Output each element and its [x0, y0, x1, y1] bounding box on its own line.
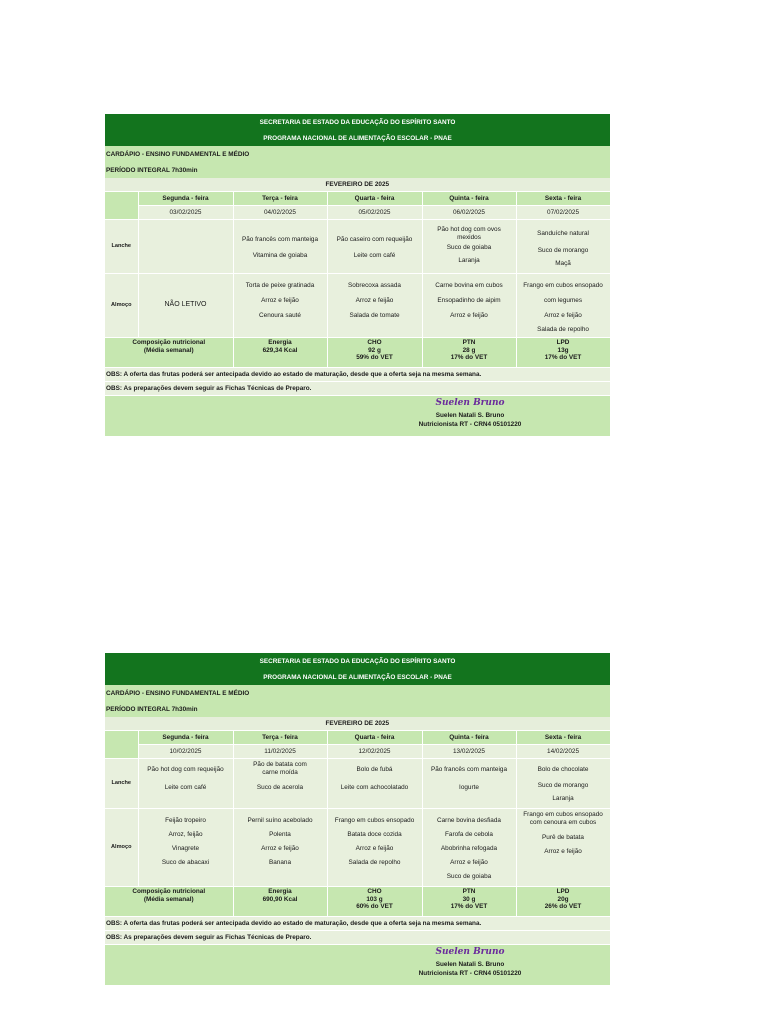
- menu-item: Arroz e feijão: [544, 848, 582, 855]
- menu-item: Suco de morango: [537, 782, 589, 789]
- lanche-cell: [138, 759, 233, 809]
- meal-label-lanche: Lanche: [105, 220, 138, 274]
- menu-item: Bolo de fubá: [356, 766, 393, 773]
- menu-item: Pão francês com manteiga: [241, 235, 319, 243]
- menu-item: Vitamina de goiaba: [252, 251, 308, 259]
- day-name: Sexta - feira: [516, 731, 610, 745]
- menu-item: Salada de repolho: [537, 326, 589, 333]
- nutrition-energy: [233, 887, 327, 917]
- day-name: Segunda - feira: [138, 731, 233, 745]
- lanche-cell: [516, 759, 610, 809]
- almoco-cell: [422, 809, 516, 887]
- almoco-cell: [327, 809, 422, 887]
- menu-item: Laranja: [552, 795, 574, 802]
- nutritionist-name: Suelen Natali S. Bruno: [435, 961, 505, 968]
- obs-technical-sheets: OBS: As preparações devem seguir as Fichas Técnicas de Preparo.: [105, 931, 610, 945]
- menu-item: Arroz e feijão: [261, 297, 299, 304]
- menu-title: [105, 146, 610, 178]
- nutrition-text: 60% do VET: [356, 903, 393, 911]
- nutrition-text: 92 g: [368, 346, 381, 354]
- signature-area: [105, 396, 610, 436]
- signature-area: [105, 945, 610, 985]
- header-secretaria: SECRETARIA DE ESTADO DA EDUCAÇÃO DO ESPÍRITO SANTO: [259, 657, 456, 665]
- lanche-cell: [138, 220, 233, 274]
- menu-item: Pão francês com manteiga: [430, 766, 508, 773]
- menu-item: Leite com café: [353, 251, 396, 259]
- menu-title-line2: PERÍODO INTEGRAL 7h30min: [106, 166, 198, 174]
- menu-item: Arroz e feijão: [450, 859, 488, 866]
- menu-item: Polenta: [269, 831, 291, 838]
- nutrition-text: Composição nutricional: [132, 888, 206, 895]
- menu-week-2: [105, 653, 610, 985]
- menu-item: Banana: [268, 859, 292, 866]
- nutrition-label: [105, 887, 233, 917]
- day-name: Quinta - feira: [422, 731, 516, 745]
- nutrition-label: [105, 338, 233, 368]
- handwritten-signature: Suelen Bruno: [435, 398, 505, 408]
- day-name: Quinta - feira: [422, 192, 516, 206]
- menu-title-line1: CARDÁPIO - ENSINO FUNDAMENTAL E MÉDIO: [106, 689, 250, 697]
- menu-item: Abobrinha refogada: [440, 845, 498, 852]
- menu-item: Sobrecoxa assada: [348, 282, 401, 289]
- day-name: Terça - feira: [233, 731, 327, 745]
- almoco-cell: [516, 274, 610, 338]
- corner-cell: [105, 192, 138, 220]
- menu-item: Vinagrete: [171, 845, 200, 852]
- menu-item: Carne bovina em cubos: [435, 282, 503, 289]
- menu-item: Arroz e feijão: [544, 312, 582, 319]
- menu-item: Suco de morango: [537, 246, 589, 254]
- menu-item: Torta de peixe gratinada: [245, 282, 315, 289]
- almoco-cell: [138, 809, 233, 887]
- menu-header: [105, 114, 610, 146]
- nutrition-cho: [327, 887, 422, 917]
- nutrition-lpd: [516, 887, 610, 917]
- menu-week-1: [105, 114, 610, 436]
- menu-item: Cenoura sauté: [259, 312, 301, 319]
- meal-label-lanche: Lanche: [105, 759, 138, 809]
- month-label: FEVEREIRO DE 2025: [105, 717, 610, 731]
- menu-item: Arroz e feijão: [450, 312, 488, 319]
- nutrition-text: 690,90 Kcal: [262, 895, 298, 903]
- day-date: 11/02/2025: [233, 745, 327, 759]
- menu-item: Pão hot dog com ovos mexidos: [437, 225, 501, 241]
- menu-item: Feijão tropeiro: [165, 817, 206, 824]
- nutrition-text: 17% do VET: [450, 903, 488, 911]
- nutrition-text: CHO: [367, 339, 382, 346]
- menu-item: Iogurte: [459, 784, 479, 791]
- nutrition-text: LPD: [556, 339, 570, 346]
- nutrition-text: 20g: [557, 895, 569, 903]
- nutrition-text: Composição nutricional: [132, 339, 206, 346]
- almoco-cell: [516, 809, 610, 887]
- day-date: 14/02/2025: [516, 745, 610, 759]
- nutrition-text: 13g: [557, 346, 569, 354]
- menu-item: com legumes: [544, 297, 583, 304]
- nutrition-text: CHO: [367, 888, 382, 895]
- nutrition-text: 17% do VET: [450, 354, 488, 362]
- almoco-cell: [327, 274, 422, 338]
- menu-item: Ensopadinho de aipim: [437, 297, 501, 304]
- header-program: PROGRAMA NACIONAL DE ALIMENTAÇÃO ESCOLAR - PNAE: [263, 673, 452, 681]
- menu-item: Frango em cubos ensopado: [334, 817, 415, 824]
- menu-title-line2: PERÍODO INTEGRAL 7h30min: [106, 705, 198, 713]
- day-name: Segunda - feira: [138, 192, 233, 206]
- almoco-cell: [233, 274, 327, 338]
- day-name: Terça - feira: [233, 192, 327, 206]
- menu-item: Arroz e feijão: [355, 845, 394, 852]
- obs-fruit-note: OBS: A oferta das frutas poderá ser antecipada devido ao estado de maturação, desde que a oferta seja na mesma semana.: [105, 368, 610, 382]
- day-date: 04/02/2025: [233, 206, 327, 220]
- nutritionist-title: Nutricionista RT - CRN4 05101220: [418, 970, 522, 977]
- nutrition-text: 26% do VET: [544, 903, 582, 911]
- day-name: Quarta - feira: [327, 192, 422, 206]
- header-secretaria: SECRETARIA DE ESTADO DA EDUCAÇÃO DO ESPÍRITO SANTO: [259, 118, 456, 126]
- nutrition-text: Energia: [268, 339, 292, 346]
- menu-item: Pão de batata com carne moída: [253, 761, 307, 776]
- nutritionist-name: Suelen Natali S. Bruno: [435, 412, 505, 419]
- lanche-cell: [422, 759, 516, 809]
- nutritionist-title: Nutricionista RT - CRN4 05101220: [418, 421, 522, 428]
- day-date: 10/02/2025: [138, 745, 233, 759]
- lanche-cell: [233, 220, 327, 274]
- menu-item: Suco de goiaba: [446, 244, 492, 252]
- menu-item: Arroz e feijão: [355, 297, 394, 304]
- menu-table: [105, 717, 611, 917]
- day-date: 06/02/2025: [422, 206, 516, 220]
- menu-item: Suco de goiaba: [446, 873, 492, 880]
- nutrition-text: 30 g: [462, 895, 476, 903]
- nutrition-text: 28 g: [462, 346, 476, 354]
- day-date: 03/02/2025: [138, 206, 233, 220]
- lanche-cell: [516, 220, 610, 274]
- almoco-cell: [138, 274, 233, 338]
- nutrition-cho: [327, 338, 422, 368]
- menu-item: Batata doce cozida: [347, 831, 402, 838]
- lanche-cell: [422, 220, 516, 274]
- menu-item: Salada de tomate: [349, 312, 400, 319]
- menu-title-line1: CARDÁPIO - ENSINO FUNDAMENTAL E MÉDIO: [106, 150, 250, 158]
- header-program: PROGRAMA NACIONAL DE ALIMENTAÇÃO ESCOLAR - PNAE: [263, 134, 452, 142]
- menu-item: Maçã: [555, 259, 571, 267]
- menu-item: Pernil suíno acebolado: [247, 817, 313, 824]
- menu-item: Leite com achocolatado: [340, 784, 409, 791]
- day-date: 13/02/2025: [422, 745, 516, 759]
- handwritten-signature: Suelen Bruno: [435, 947, 505, 957]
- nutrition-text: 59% do VET: [356, 354, 393, 362]
- day-date: 05/02/2025: [327, 206, 422, 220]
- menu-item: Pão caseiro com requeijão: [336, 235, 413, 243]
- menu-item: Frango em cubos ensopado: [523, 282, 603, 289]
- day-date: 12/02/2025: [327, 745, 422, 759]
- menu-item: NÃO LETIVO: [164, 301, 207, 309]
- nutrition-text: (Média semanal): [143, 895, 194, 903]
- obs-fruit-note: OBS: A oferta das frutas poderá ser antecipada devido ao estado de maturação, desde que a oferta seja na mesma semana.: [105, 917, 610, 931]
- menu-item: Sanduíche natural: [537, 229, 589, 237]
- nutrition-text: Energia: [268, 888, 292, 895]
- menu-item: Arroz e feijão: [261, 845, 299, 852]
- lanche-cell: [233, 759, 327, 809]
- nutrition-text: PTN: [462, 888, 476, 895]
- menu-item: Pão hot dog com requeijão: [147, 766, 224, 773]
- menu-item: Bolo de chocolate: [537, 766, 589, 773]
- menu-item: Suco de abacaxi: [161, 859, 210, 866]
- menu-item: Farofa de cebola: [445, 831, 493, 838]
- menu-item: Laranja: [458, 257, 480, 265]
- meal-label-almoco: Almoço: [105, 274, 138, 338]
- menu-item: Salada de repolho: [348, 859, 401, 866]
- nutrition-ptn: [422, 338, 516, 368]
- menu-item: Purê de batata: [542, 834, 584, 841]
- menu-item: Leite com café: [164, 784, 207, 791]
- nutrition-energy: [233, 338, 327, 368]
- nutrition-ptn: [422, 887, 516, 917]
- lanche-cell: [327, 759, 422, 809]
- day-name: Sexta - feira: [516, 192, 610, 206]
- nutrition-text: 17% do VET: [544, 354, 582, 362]
- nutrition-text: (Média semanal): [143, 346, 194, 354]
- meal-label-almoco: Almoço: [105, 809, 138, 887]
- obs-technical-sheets: OBS: As preparações devem seguir as Fichas Técnicas de Preparo.: [105, 382, 610, 396]
- lanche-cell: [327, 220, 422, 274]
- almoco-cell: [233, 809, 327, 887]
- menu-header: [105, 653, 610, 685]
- day-date: 07/02/2025: [516, 206, 610, 220]
- day-name: Quarta - feira: [327, 731, 422, 745]
- nutrition-text: 629,34 Kcal: [262, 346, 298, 354]
- nutrition-text: LPD: [556, 888, 570, 895]
- almoco-cell: [422, 274, 516, 338]
- nutrition-text: 103 g: [366, 895, 383, 903]
- nutrition-lpd: [516, 338, 610, 368]
- corner-cell: [105, 731, 138, 759]
- month-label: FEVEREIRO DE 2025: [105, 178, 610, 192]
- menu-item: Frango em cubos ensopado com cenoura em cubos: [523, 811, 603, 826]
- menu-item: Arroz, feijão: [168, 831, 203, 838]
- nutrition-text: PTN: [462, 339, 476, 346]
- menu-table: [105, 178, 611, 368]
- menu-title: [105, 685, 610, 717]
- menu-item: Suco de acerola: [256, 784, 304, 791]
- menu-item: Carne bovina desfiada: [437, 817, 501, 824]
